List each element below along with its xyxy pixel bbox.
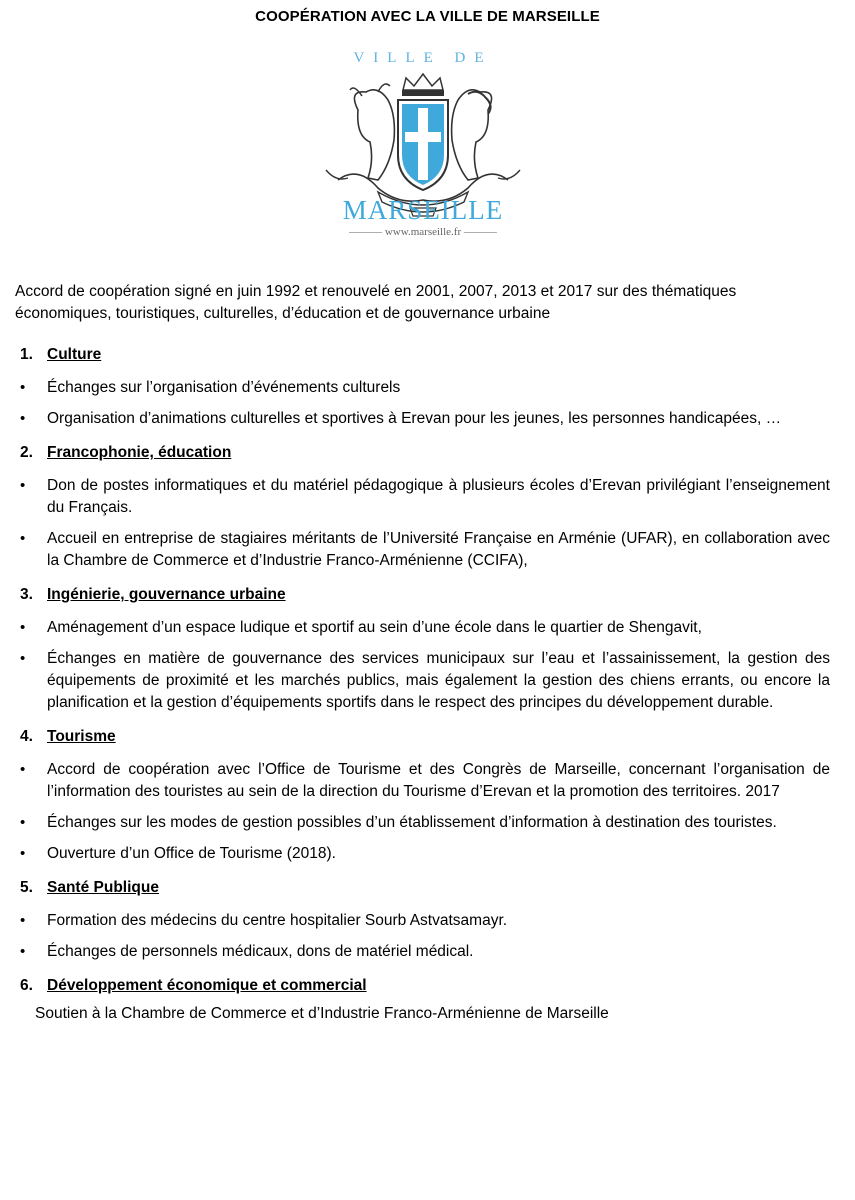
section-heading (15, 973, 830, 999)
section-heading (15, 440, 830, 466)
section-ingenierie (15, 582, 830, 714)
section-sante (15, 875, 830, 963)
logo-main-text: MARSEILLE (342, 195, 504, 225)
list-item: • Formation des médecins du centre hospitalier Sourb Astvatsamayr. (15, 910, 830, 932)
section-title: Culture (47, 346, 102, 363)
page-title: COOPÉRATION AVEC LA VILLE DE MARSEILLE (255, 8, 600, 25)
list-item: • Échanges de personnels médicaux, dons de matériel médical. (15, 941, 830, 963)
list-item: • Échanges sur l’organisation d’événements culturels (15, 377, 830, 399)
section-francophonie (15, 440, 830, 572)
list-item: • Accord de coopération avec l’Office de Tourisme et des Congrès de Marseille, concernant l’organisation de l’information des touristes au sein de la direction du Tourisme d’Erevan et la promotion des territoires. 2017 (15, 759, 830, 803)
section-culture (15, 342, 830, 430)
section-tourisme (15, 724, 830, 865)
section-number: 5. (20, 879, 33, 896)
section-heading (15, 724, 830, 750)
section-title: Tourisme (47, 728, 116, 745)
section-number: 1. (20, 346, 33, 363)
section-developpement (15, 973, 830, 1025)
section-heading (15, 582, 830, 608)
list-item: • Organisation d’animations culturelles et sportives à Erevan pour les jeunes, les personnes handicapées, … (15, 408, 830, 430)
intro-paragraph: Accord de coopération signé en juin 1992 et renouvelé en 2001, 2007, 2013 et 2017 sur des thématiques économiques, touristiques, culturelles, d’éducation et de gouvernance urbaine (15, 283, 737, 322)
section-title: Ingénierie, gouvernance urbaine (47, 586, 286, 603)
list-item: • Échanges en matière de gouvernance des services municipaux sur l’eau et l’assainissement, la gestion des équipements de proximité et les marchés publics, mais également la gestion des chiens errants, ou encore la planification et la gestion d’équipements sportifs dans le respect des principes du développement durable. (15, 648, 830, 714)
list-item: • Don de postes informatiques et du matériel pédagogique à plusieurs écoles d’Erevan privilégiant l’enseignement du Français. (15, 475, 830, 519)
sections-list (15, 342, 830, 1035)
section-number: 2. (20, 444, 33, 461)
section-number: 4. (20, 728, 33, 745)
section-title: Francophonie, éducation (47, 444, 232, 461)
logo-top-text: VILLE DE (353, 50, 493, 66)
section-text: Soutien à la Chambre de Commerce et d’Industrie Franco-Arménienne de Marseille (35, 1005, 609, 1022)
list-item: • Échanges sur les modes de gestion possibles d’un établissement d’information à destination des touristes. (15, 812, 830, 834)
list-item: • Accueil en entreprise de stagiaires méritants de l’Université Française en Arménie (UFAR), en collaboration avec la Chambre de Commerce et d’Industrie Franco-Arménienne (CCIFA), (15, 528, 830, 572)
section-title: Santé Publique (47, 879, 159, 896)
section-number: 6. (20, 977, 33, 994)
marseille-logo (318, 50, 528, 240)
section-number: 3. (20, 586, 33, 603)
section-title: Développement économique et commercial (47, 977, 367, 994)
list-item: • Aménagement d’un espace ludique et sportif au sein d’une école dans le quartier de Shengavit, (15, 617, 830, 639)
list-item: • Ouverture d’un Office de Tourisme (2018). (15, 843, 830, 865)
section-heading (15, 875, 830, 901)
section-heading (15, 342, 830, 368)
logo-url-text: ——— www.marseille.fr ——— (349, 226, 497, 238)
